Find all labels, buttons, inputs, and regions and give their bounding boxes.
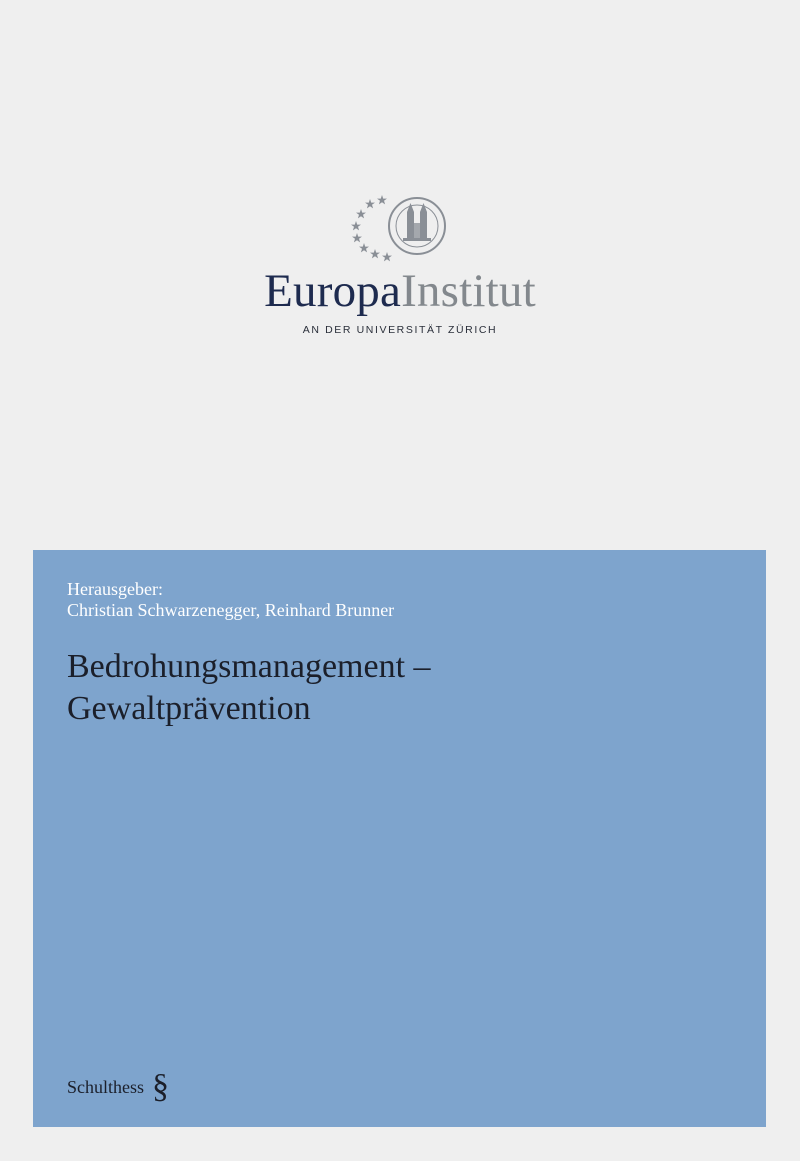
university-seal-icon — [389, 198, 445, 254]
logo-subline: AN DER UNIVERSITÄT ZÜRICH — [302, 324, 498, 336]
wordmark-europa: Europa — [264, 265, 402, 317]
title-line-1: Bedrohungsmanagement – — [67, 648, 431, 685]
paragraph-sign-icon: § — [152, 1068, 170, 1105]
cover-panel — [33, 550, 766, 1127]
logo-mark — [340, 190, 460, 265]
publisher-name: Schulthess — [67, 1076, 145, 1097]
editor-names: Christian Schwarzenegger, Reinhard Brunner — [67, 600, 395, 620]
book-title — [67, 646, 431, 730]
wordmark-institut: Institut — [401, 265, 536, 317]
publisher-imprint — [67, 1070, 169, 1104]
stars-icon — [351, 195, 392, 261]
europa-institut-logo — [0, 185, 800, 355]
logo-wordmark — [0, 265, 800, 317]
title-line-2: Gewaltprävention — [67, 690, 311, 727]
editor-label: Herausgeber: — [67, 579, 163, 599]
